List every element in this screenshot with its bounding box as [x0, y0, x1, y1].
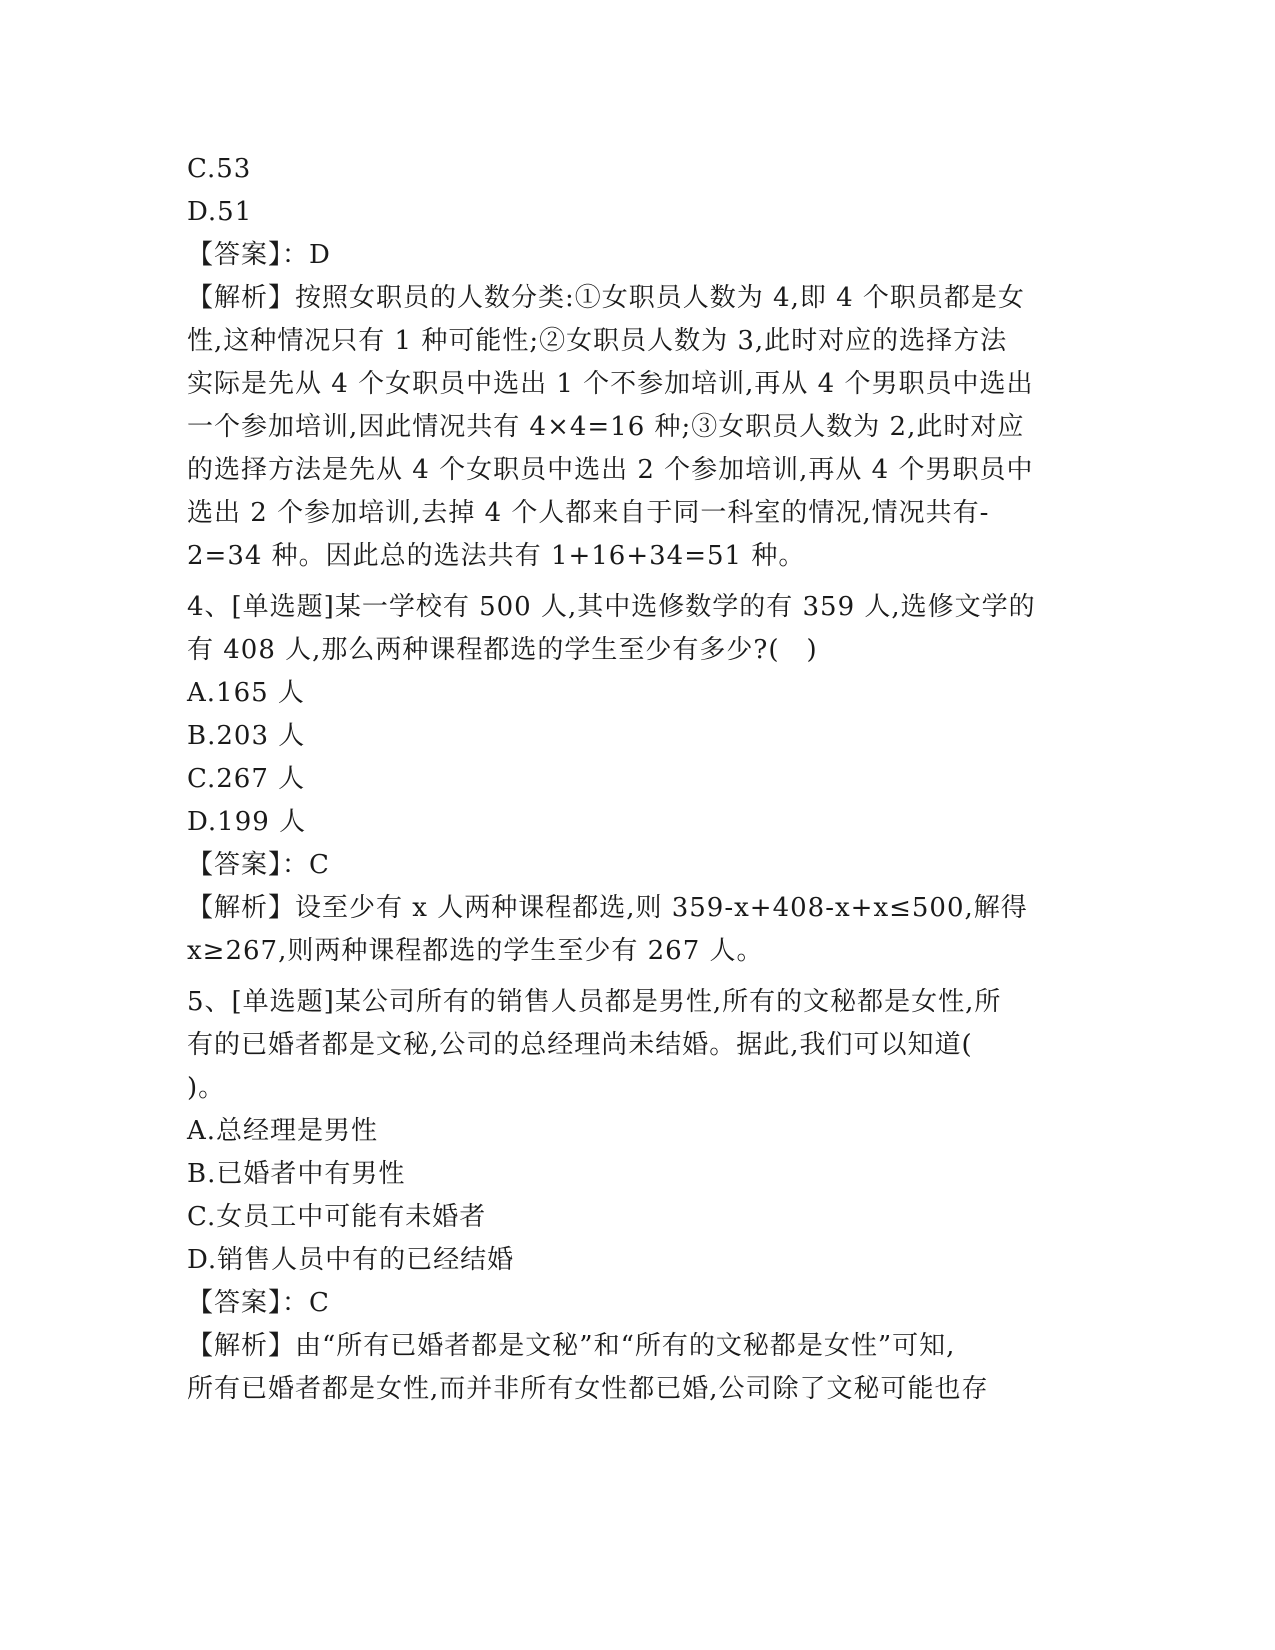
q4-answer: 【答案】：C — [187, 850, 330, 880]
q4-analysis-line: x≥267,则两种课程都选的学生至少有 267 人。 — [187, 936, 764, 966]
q5-analysis-line: 所有已婚者都是女性,而并非所有女性都已婚,公司除了文秘可能也存 — [187, 1374, 989, 1404]
q5-option-b: B.已婚者中有男性 — [187, 1159, 406, 1189]
q5-analysis-line: 【解析】由“所有已婚者都是文秘”和“所有的文秘都是女性”可知, — [187, 1331, 956, 1361]
q5-stem-line: 有的已婚者都是文秘,公司的总经理尚未结婚。据此,我们可以知道( — [187, 1030, 973, 1060]
q5-answer: 【答案】：C — [187, 1288, 330, 1318]
q5-stem-line: )。 — [187, 1073, 226, 1103]
q3-option-c: C.53 — [187, 154, 252, 184]
q3-analysis-line: 的选择方法是先从 4 个女职员中选出 2 个参加培训,再从 4 个男职员中 — [187, 455, 1034, 485]
question-spacer — [187, 973, 1087, 981]
q3-analysis-line: 选出 2 个参加培训,去掉 4 个人都来自于同一科室的情况,情况共有- — [187, 498, 990, 528]
question-spacer — [187, 578, 1087, 586]
q5-option-d: D.销售人员中有的已经结婚 — [187, 1245, 515, 1275]
q5-option-c: C.女员工中可能有未婚者 — [187, 1202, 487, 1232]
q5-stem-line: 5、[单选题]某公司所有的销售人员都是男性,所有的文秘都是女性,所 — [187, 987, 1002, 1017]
q4-option-b: B.203 人 — [187, 721, 306, 751]
q4-option-d: D.199 人 — [187, 807, 307, 837]
q4-stem-line: 有 408 人,那么两种课程都选的学生至少有多少?( ) — [187, 635, 818, 665]
q3-answer: 【答案】：D — [187, 240, 331, 270]
q4-stem-line: 4、[单选题]某一学校有 500 人,其中选修数学的有 359 人,选修文学的 — [187, 592, 1036, 622]
q4-option-a: A.165 人 — [187, 678, 305, 708]
page-content — [187, 148, 1087, 1411]
q4-option-c: C.267 人 — [187, 764, 306, 794]
q3-analysis-line: 2=34 种。因此总的选法共有 1+16+34=51 种。 — [187, 541, 806, 571]
q3-analysis-line: 实际是先从 4 个女职员中选出 1 个不参加培训,再从 4 个男职员中选出 — [187, 369, 1034, 399]
q5-option-a: A.总经理是男性 — [187, 1116, 379, 1146]
q3-analysis-line: 【解析】按照女职员的人数分类:①女职员人数为 4,即 4 个职员都是女 — [187, 283, 1025, 313]
q4-analysis-line: 【解析】设至少有 x 人两种课程都选,则 359-x+408-x+x≤500,解得 — [187, 893, 1028, 923]
q3-option-d: D.51 — [187, 197, 253, 227]
q3-analysis-line: 性,这种情况只有 1 种可能性;②女职员人数为 3,此时对应的选择方法 — [187, 326, 1008, 356]
q3-analysis-line: 一个参加培训,因此情况共有 4×4=16 种;③女职员人数为 2,此时对应 — [187, 412, 1025, 442]
